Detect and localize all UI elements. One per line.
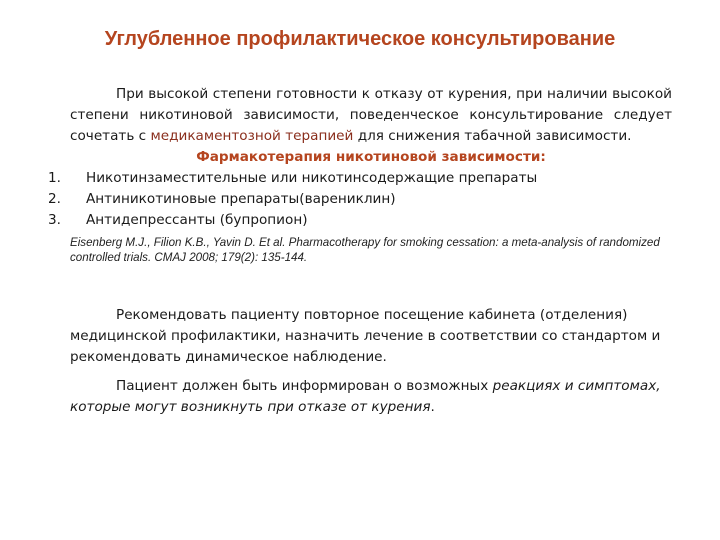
intro-paragraph [70, 84, 672, 147]
patient-info-text-2: . [430, 399, 435, 415]
list-number: 1. [48, 170, 61, 186]
list-number: 2. [48, 191, 61, 207]
list-text: Никотинзаместительные или никотинсодержащие препараты [86, 170, 538, 186]
list-number: 3. [48, 212, 61, 228]
intro-text-1: При высокой степени готовности к отказу от курения, при наличии высокой степени никотиновой зависимости, поведенческое консультирование следует сочетать с [70, 86, 672, 144]
patient-info-text-1: Пациент должен быть информирован о возможных [116, 378, 493, 394]
list-item [48, 168, 672, 189]
list-item [48, 189, 672, 210]
slide-title: Углубленное профилактическое консультирование [104, 28, 616, 50]
recommendation-paragraph: Рекомендовать пациенту повторное посещение кабинета (отделения) медицинской профилактики, назначить лечение в соответствии со стандартом и рекомендовать динамическое наблюдение. [70, 307, 661, 365]
list-text: Антидепрессанты (бупропион) [86, 212, 308, 228]
list-item [48, 210, 672, 231]
slide-content [48, 84, 672, 418]
citation: Eisenberg M.J., Filion K.B., Yavin D. Et al. Pharmacotherapy for smoking cessation: a meta-analysis of randomized controlled trials. CMAJ 2008; 179(2): 135-144. [70, 236, 660, 264]
intro-highlight: медикаментозной терапией [150, 128, 354, 144]
list-text: Антиникотиновые препараты(варениклин) [86, 191, 396, 207]
pharmacotherapy-list [48, 168, 672, 231]
pharmacotherapy-heading: Фармакотерапия никотиновой зависимости: [196, 149, 546, 165]
patient-info-paragraph [70, 376, 672, 418]
patient-info-italic: реакциях и симптомах, которые могут возникнуть при отказе от курения [70, 378, 661, 415]
intro-text-2: для снижения табачной зависимости. [353, 128, 632, 144]
